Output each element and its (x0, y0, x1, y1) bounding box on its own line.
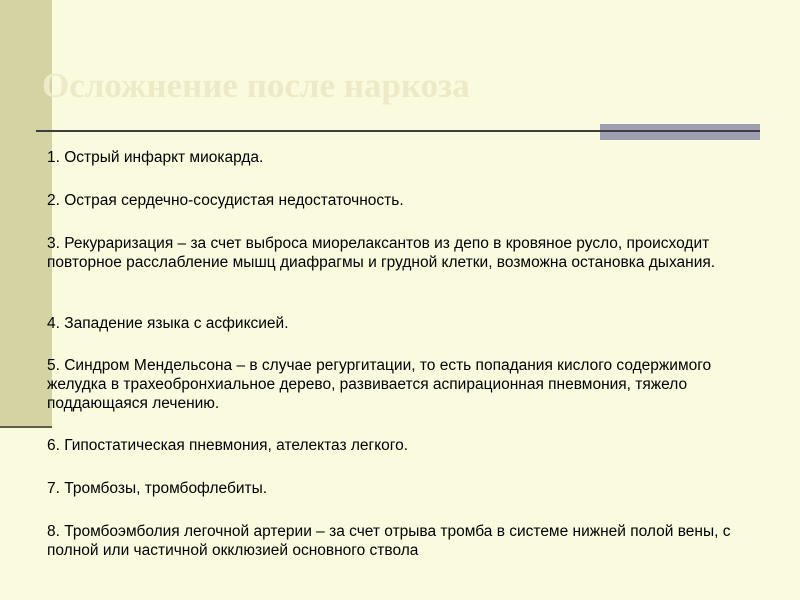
list-item: 7. Тромбозы, тромбофлебиты. (47, 480, 268, 497)
list-item: 4. Западение языка с асфиксией. (47, 315, 289, 332)
list-item: 5. Синдром Мендельсона – в случае регургитации, то есть попадания кислого содержимого желудка в трахеобронхиальное дерево, развивается аспирационная пневмония, тяжело поддающаяся лечению. (47, 357, 712, 412)
title-divider-line (36, 130, 600, 132)
list-item: 3. Рекураризация – за счет выброса миорелаксантов из депо в кровяное русло, происходит повторное расслабление мышц диафрагмы и грудной клетки, возможна остановка дыхания. (47, 235, 716, 271)
list-item: 6. Гипостатическая пневмония, ателектаз легкого. (47, 437, 409, 454)
list-item: 2. Острая сердечно-сосудистая недостаточность. (47, 192, 404, 209)
list-item: 8. Тромбоэмболия легочной артерии – за счет отрыва тромба в системе нижней полой вены, с полной или частичной окклюзией основного ствола (47, 523, 731, 559)
slide-title: Осложнение после наркоза (42, 66, 470, 105)
left-accent-rule (0, 426, 52, 428)
left-accent-band (0, 0, 52, 426)
list-item: 1. Острый инфаркт миокарда. (47, 149, 264, 166)
title-divider-accent-block (600, 124, 760, 140)
